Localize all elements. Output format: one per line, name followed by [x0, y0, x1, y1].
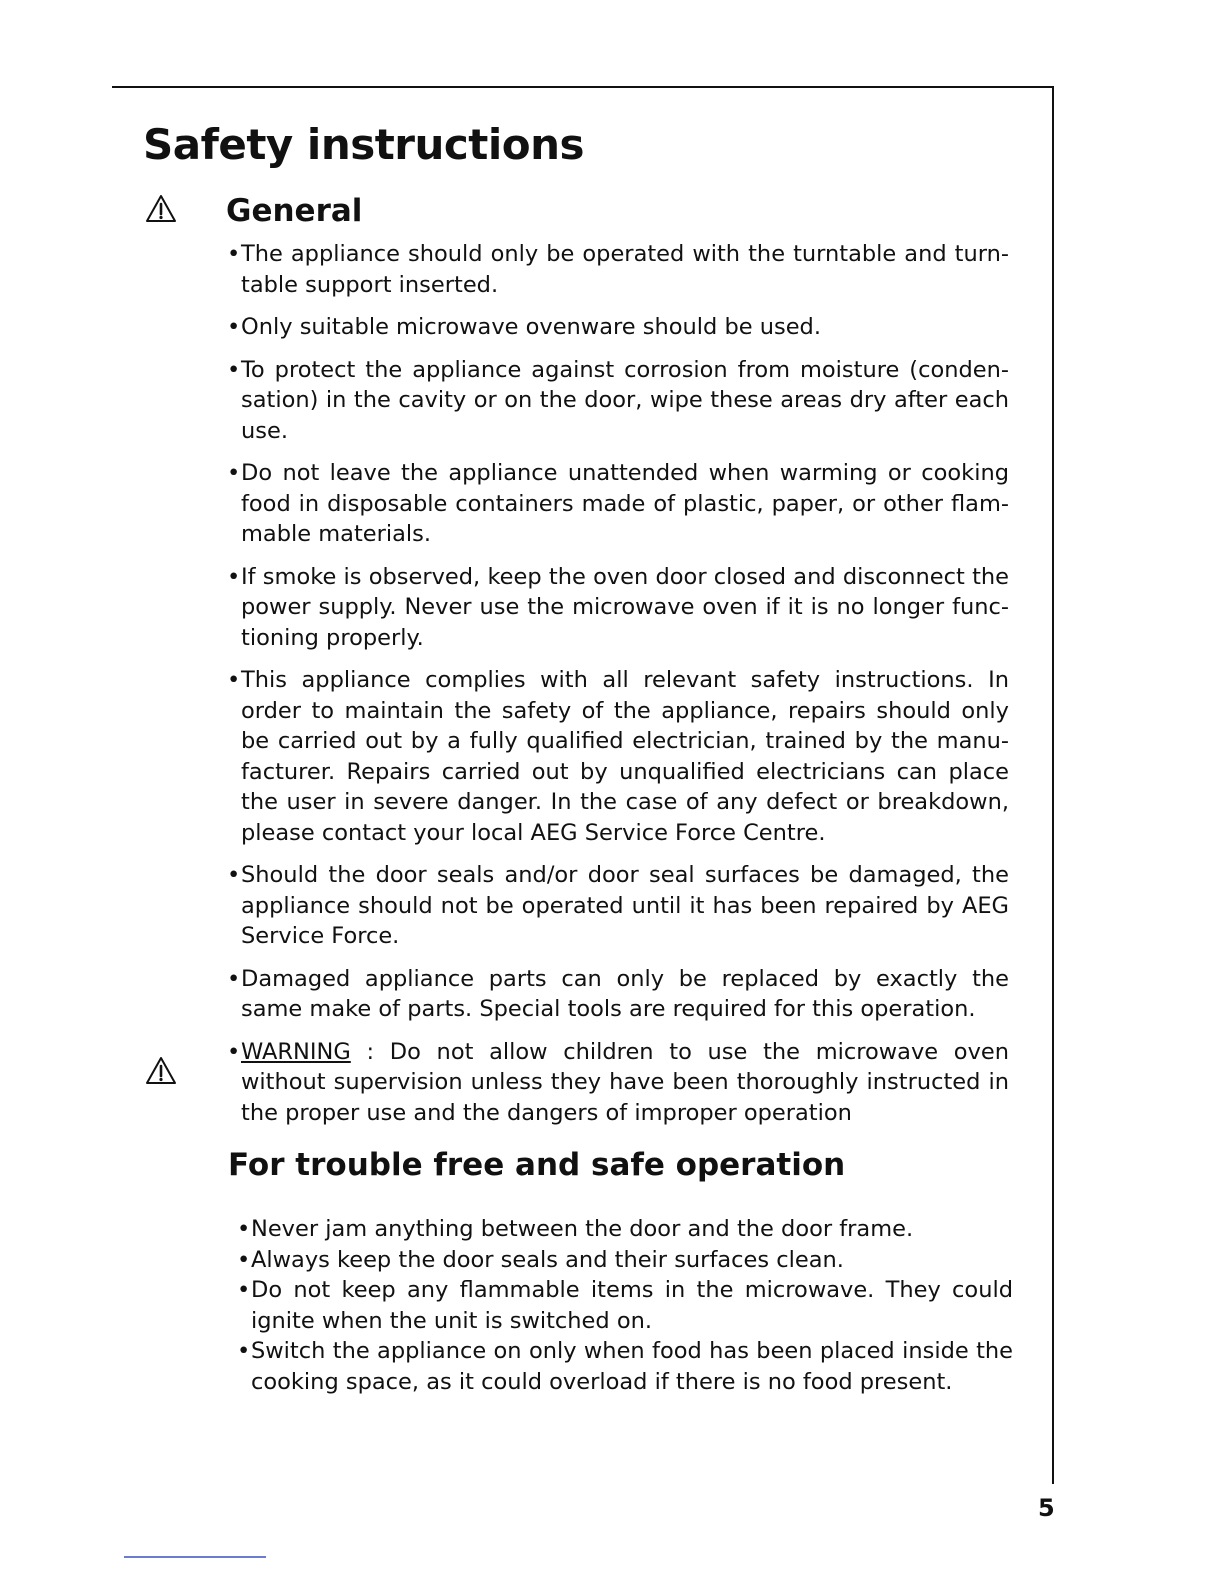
trouble-free-list: [239, 1214, 1013, 1397]
general-item-4: • Do not leave the appliance unattended when warming or cooking food in disposable containers made of plastic, paper, or other flam-mable materials.: [229, 458, 1009, 550]
top-rule: [112, 86, 1054, 88]
general-list: [229, 239, 1009, 1140]
trouble-free-heading: For trouble free and safe operation: [228, 1147, 846, 1183]
page-number: 5: [1038, 1494, 1055, 1522]
general-item-7: • Should the door seals and/or door seal surfaces be damaged, the appliance should not be operated until it has been repaired by AEG Service Force.: [229, 860, 1009, 952]
general-heading: General: [226, 193, 363, 229]
general-item-1: • The appliance should only be operated with the turntable and turn-table support inserted.: [229, 239, 1009, 300]
warning-triangle-icon: [145, 1056, 177, 1086]
general-item-3: • To protect the appliance against corrosion from moisture (conden-sation) in the cavity or on the door, wipe these areas dry after each use.: [229, 355, 1009, 447]
bottom-mark: [124, 1556, 266, 1558]
warning-label: WARNING: [241, 1038, 351, 1065]
warning-triangle-icon: [145, 194, 177, 224]
general-item-5: • If smoke is observed, keep the oven door closed and disconnect the power supply. Never use the microwave oven if it is no longer func-tioning properly.: [229, 562, 1009, 654]
warning-item: [229, 1037, 1009, 1129]
general-item-8: • Damaged appliance parts can only be replaced by exactly the same make of parts. Special tools are required for this operation.: [229, 964, 1009, 1025]
trouble-free-item-2: • Always keep the door seals and their surfaces clean.: [239, 1245, 1013, 1276]
warning-text: : Do not allow children to use the microwave oven without supervision unless they have been thoroughly instructed in the proper use and the dangers of improper operation: [241, 1038, 1009, 1126]
trouble-free-item-3: • Do not keep any flammable items in the microwave. They could ignite when the unit is switched on.: [239, 1275, 1013, 1336]
trouble-free-item-4: • Switch the appliance on only when food has been placed inside the cooking space, as it could overload if there is no food present.: [239, 1336, 1013, 1397]
right-margin-rule: [1052, 86, 1054, 1484]
general-item-6: • This appliance complies with all relevant safety instructions. In order to maintain the safety of the appliance, repairs should only be carried out by a fully qualified electrician, trained by the manu-facturer. Repairs carried out by unqualified electricians can place the user in severe danger. In the case of any defect or breakdown, please contact your local AEG Service Force Centre.: [229, 665, 1009, 848]
general-item-2: • Only suitable microwave ovenware should be used.: [229, 312, 1009, 343]
trouble-free-item-1: • Never jam anything between the door and the door frame.: [239, 1214, 1013, 1245]
page-title: Safety instructions: [143, 120, 585, 169]
